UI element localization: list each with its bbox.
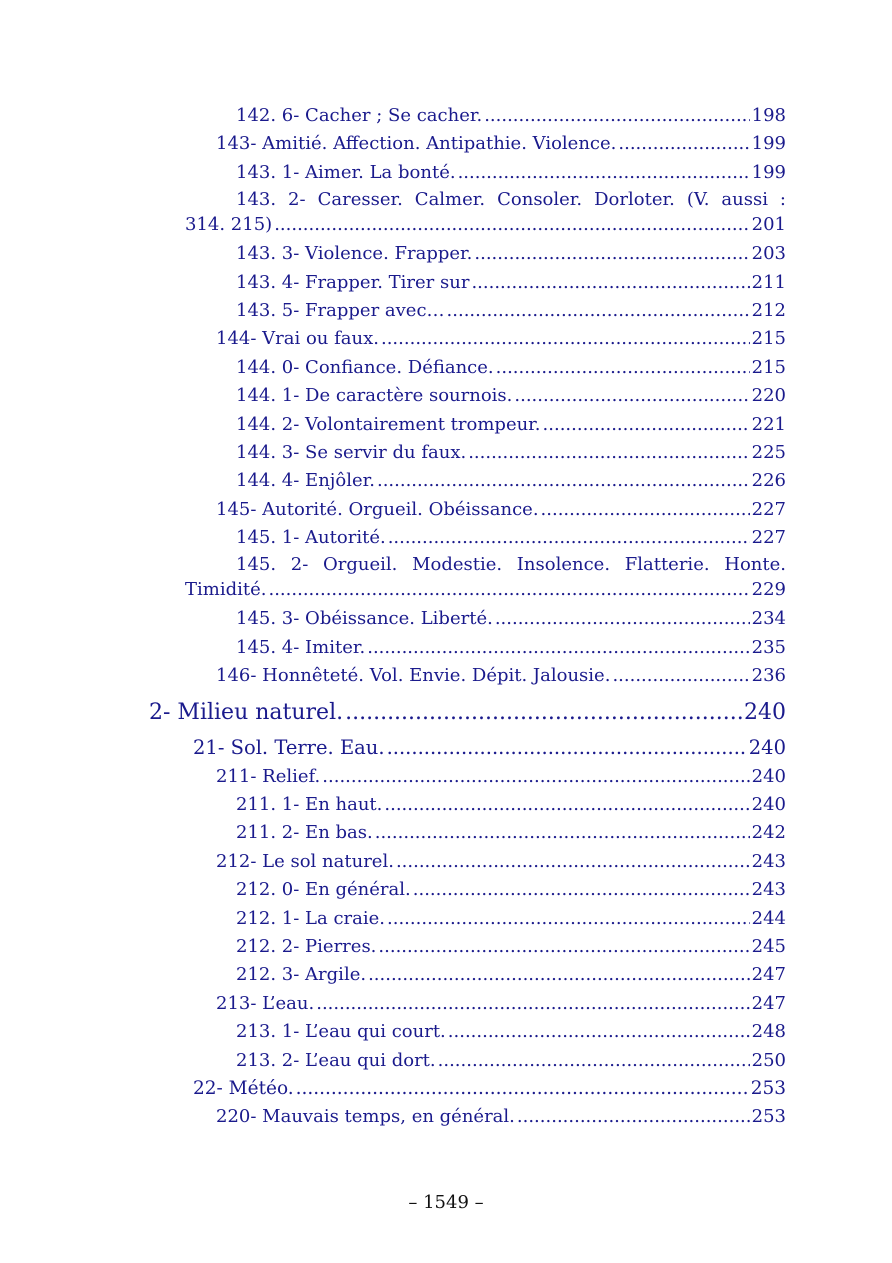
- toc-entry-page: 240: [748, 735, 786, 759]
- toc-entry-page: 198: [751, 105, 786, 126]
- table-of-contents: [0, 102, 892, 1132]
- toc-entry-page: 226: [751, 470, 786, 492]
- dot-leader: [484, 102, 749, 130]
- dot-leader: [438, 1047, 750, 1075]
- dot-leader: [322, 763, 749, 791]
- toc-entry: [0, 439, 892, 467]
- dot-leader: [378, 933, 749, 961]
- toc-entry-page: 227: [751, 527, 786, 549]
- toc-entry-label: 144- Vrai ou faux.: [216, 328, 379, 350]
- toc-entry: [0, 763, 892, 791]
- toc-entry: [0, 297, 892, 325]
- toc-entry-page: 240: [744, 699, 786, 725]
- toc-entry: [0, 467, 892, 495]
- toc-entry-label: 212. 2- Pierres.: [236, 935, 377, 957]
- toc-entry-label: 21- Sol. Terre. Eau.: [193, 735, 385, 759]
- toc-entry-page: 234: [751, 608, 786, 630]
- toc-entry: [0, 524, 892, 552]
- toc-entry-label: 143. 5- Frapper avec…: [236, 299, 445, 321]
- toc-entry-page: 244: [751, 907, 786, 929]
- toc-entry-label: 213. 1- L’eau qui court.: [236, 1021, 446, 1043]
- dot-leader: [388, 524, 750, 552]
- toc-entry: [0, 354, 892, 382]
- dot-leader: [345, 695, 742, 731]
- dot-leader: [471, 269, 749, 297]
- toc-entry-label-line1: 145. 2- Orgueil. Modestie. Insolence. Flatterie. Honte.: [236, 554, 786, 576]
- toc-entry-label: 143- Amitié. Affection. Antipathie. Violence.: [216, 133, 617, 155]
- dot-leader: [448, 1018, 750, 1046]
- dot-leader: [468, 439, 749, 467]
- dot-leader: [375, 819, 750, 847]
- dot-leader: [514, 382, 749, 410]
- toc-entry: [0, 1018, 892, 1046]
- toc-entry-page: 203: [751, 243, 786, 265]
- toc-entry-label: 146- Honnêteté. Vol. Envie. Dépit. Jalousie.: [216, 665, 611, 687]
- toc-entry-label: 211- Relief.: [216, 765, 321, 787]
- toc-entry: [0, 240, 892, 268]
- toc-entry-label: 213. 2- L’eau qui dort.: [236, 1049, 436, 1071]
- toc-entry-page: 240: [751, 794, 786, 816]
- dot-leader: [543, 411, 750, 439]
- dot-leader: [377, 467, 750, 495]
- toc-entry-label: 145- Autorité. Orgueil. Obéissance.: [216, 498, 539, 520]
- toc-entry-page: 227: [751, 498, 786, 520]
- toc-entry-page: 240: [751, 765, 786, 787]
- toc-entry-page: 211: [751, 271, 786, 293]
- toc-entry-page: 225: [751, 441, 786, 463]
- toc-entry-page: 242: [751, 822, 786, 844]
- toc-entry: [0, 961, 892, 989]
- toc-entry-label: 212. 1- La craie.: [236, 907, 386, 929]
- dot-leader: [367, 634, 749, 662]
- toc-entry-label: Timidité.: [185, 579, 267, 601]
- toc-entry: [0, 819, 892, 847]
- toc-entry: [0, 605, 892, 633]
- toc-entry-label: 144. 1- De caractère sournois.: [236, 385, 513, 407]
- toc-entry-label: 211. 1- En haut.: [236, 794, 383, 816]
- toc-entry-page: 221: [751, 413, 786, 435]
- toc-entry-label: 143. 3- Violence. Frapper.: [236, 243, 473, 265]
- toc-entry-page: 220: [751, 385, 786, 407]
- toc-entry-page: 253: [751, 1106, 786, 1128]
- toc-entry-label: 144. 3- Se servir du faux.: [236, 441, 467, 463]
- toc-entry: [0, 325, 892, 353]
- dot-leader: [612, 662, 749, 690]
- dot-leader: [458, 159, 750, 187]
- toc-entry: [0, 159, 892, 187]
- dot-leader: [296, 1075, 749, 1103]
- toc-entry-label: 314. 215): [185, 214, 273, 236]
- toc-entry-page: 235: [751, 636, 786, 658]
- toc-entry: [0, 905, 892, 933]
- toc-entry-label: 143. 1- Aimer. La bonté.: [236, 161, 456, 183]
- toc-entry: [0, 102, 892, 130]
- dot-leader: [396, 848, 750, 876]
- toc-entry-label: 142. 6- Cacher ; Se cacher.: [236, 105, 483, 126]
- toc-entry-page: 215: [751, 356, 786, 378]
- toc-entry-label: 220- Mauvais temps, en général.: [216, 1106, 515, 1128]
- dot-leader: [496, 354, 750, 382]
- toc-entry-label: 144. 2- Volontairement trompeur.: [236, 413, 541, 435]
- toc-entry: [0, 187, 892, 240]
- toc-entry-label-line1: 143. 2- Caresser. Calmer. Consoler. Dorloter. (V. aussi :: [236, 189, 786, 211]
- toc-entry-label: 145. 3- Obéissance. Liberté.: [236, 608, 493, 630]
- dot-leader: [268, 577, 749, 603]
- dot-leader: [541, 496, 750, 524]
- toc-entry: [0, 269, 892, 297]
- toc-entry: [0, 733, 892, 763]
- dot-leader: [517, 1103, 750, 1131]
- toc-entry: [0, 990, 892, 1018]
- toc-entry-label: 145. 1- Autorité.: [236, 527, 386, 549]
- dot-leader: [618, 130, 749, 158]
- toc-entry-page: 247: [751, 992, 786, 1014]
- toc-entry-page: 212: [751, 299, 786, 321]
- toc-entry-label: 144. 0- Confiance. Défiance.: [236, 356, 494, 378]
- toc-entry-page: 243: [751, 850, 786, 872]
- toc-entry-page: 236: [751, 665, 786, 687]
- toc-entry-label: 212. 3- Argile.: [236, 964, 367, 986]
- toc-entry: [0, 876, 892, 904]
- dot-leader: [413, 876, 750, 904]
- toc-entry: [0, 382, 892, 410]
- page-number: – 1549 –: [408, 1192, 484, 1213]
- toc-entry-label: 2- Milieu naturel.: [149, 699, 344, 725]
- toc-entry-label: 22- Météo.: [193, 1077, 294, 1099]
- toc-entry: [0, 695, 892, 731]
- toc-entry-label: 212- Le sol naturel.: [216, 850, 394, 872]
- toc-entry-page: 201: [751, 214, 786, 236]
- toc-entry: [0, 496, 892, 524]
- toc-entry: [0, 1047, 892, 1075]
- dot-leader: [387, 733, 747, 763]
- dot-leader: [474, 240, 749, 268]
- toc-entry: [0, 1103, 892, 1131]
- toc-entry-label: 144. 4- Enjôler.: [236, 470, 375, 492]
- dot-leader: [495, 605, 750, 633]
- toc-entry-label: 212. 0- En général.: [236, 879, 411, 901]
- toc-entry-page: 247: [751, 964, 786, 986]
- toc-entry-page: 243: [751, 879, 786, 901]
- toc-entry-page: 250: [751, 1049, 786, 1071]
- toc-entry-label: 213- L’eau.: [216, 992, 315, 1014]
- toc-entry-page: 229: [751, 579, 786, 601]
- toc-entry: [0, 411, 892, 439]
- toc-entry: [0, 933, 892, 961]
- toc-entry: [0, 848, 892, 876]
- toc-entry-page: 248: [751, 1021, 786, 1043]
- dot-leader: [274, 212, 749, 238]
- dot-leader: [368, 961, 750, 989]
- toc-entry: [0, 791, 892, 819]
- toc-entry: [0, 662, 892, 690]
- dot-leader: [447, 297, 750, 325]
- toc-entry: [0, 552, 892, 605]
- toc-entry-page: 215: [751, 328, 786, 350]
- toc-entry: [0, 634, 892, 662]
- toc-entry-page: 199: [751, 133, 786, 155]
- toc-entry-label: 211. 2- En bas.: [236, 822, 373, 844]
- dot-leader: [381, 325, 750, 353]
- dot-leader: [387, 905, 750, 933]
- dot-leader: [384, 791, 749, 819]
- toc-entry-label: 143. 4- Frapper. Tirer sur: [236, 271, 470, 293]
- toc-entry-page: 245: [751, 935, 786, 957]
- toc-entry: [0, 130, 892, 158]
- toc-entry-label: 145. 4- Imiter.: [236, 636, 366, 658]
- toc-entry-page: 253: [750, 1077, 786, 1099]
- toc-entry-page: 199: [751, 161, 786, 183]
- toc-entry: [0, 1075, 892, 1103]
- dot-leader: [316, 990, 749, 1018]
